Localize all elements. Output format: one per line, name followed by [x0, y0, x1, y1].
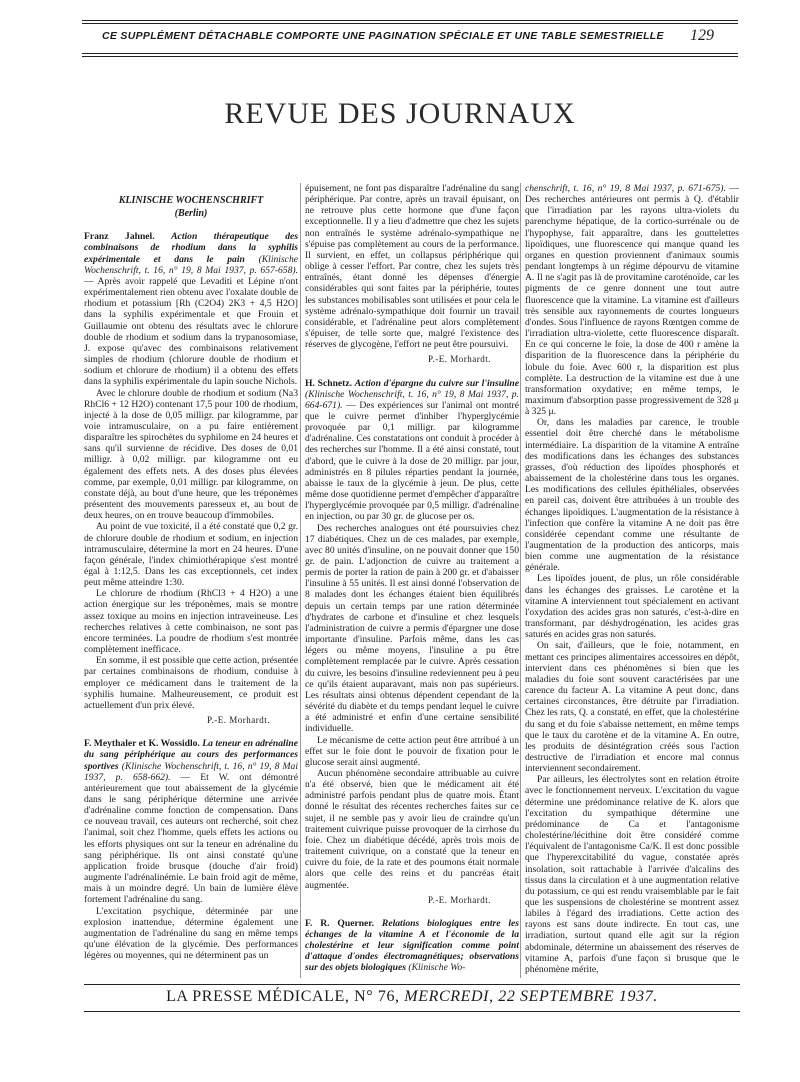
article-paragraph: — Après avoir rappelé que Levaditi et Lépine n'ont expérimentalement rien obtenu avec l'oxalate double de rhodium et potassium [Rh (C2O4) 2K3 + 4,5 H2O] dans la syphilis expérimentale et que Frouin et Guillaumie ont obtenu des résultats avec le chlorure double de rhodium et sodium dans la trypanosomiase, J. expose qu'avec des combinaisons relativement simples de rhodium (chlorure double de rhodium et sodium et chlorure de rhodium) il a obtenu des effets dans la syphilis expérimentale du lapin souche Nichols. [84, 275, 298, 388]
column-3 [525, 183, 739, 980]
article-citation: (Klinische Wochenschrift, t. 16, n° 19, 8 Mai 1937, p. 664-671). [305, 388, 519, 411]
footer-journal: LA PRESSE MÉDICALE, [166, 988, 350, 1005]
page-title: REVUE DES JOURNAUX [224, 97, 576, 130]
article-paragraph: — Des recherches antérieures ont permis à Q. d'établir que l'irradiation par les rayons ultra-violets du parenchyme hépatique, de la cortico-surrénale ou de l'hypophyse, fait apparaître, dans les gouttelettes lipoïdiques, une fluorescence qui manque quand les organes en question proviennent d'animaux soumis pendant longtemps à un régime dépourvu de vitamine A. Il ne s'agit pas là de provitamine caroténoïde, car les pigments de ce genre donnent une tout autre fluorescence que la vitamine. La vitamine est d'ailleurs très sensible aux rayonnements de courtes longueurs d'ondes. Sous l'influence de rayons Rœntgen comme de l'irradiation ultra-violette, cette fluorescence disparaît. En ce qui concerne le foie, la dose de 400 r amène la disparition de la fluorescence dans la périphérie du lobule du foie. Avec 600 r, la disparition est plus complète. La destruction de la vitamine est due à une transformation oxydative; en même temps, le maximum d'absorption passe progressivement de 328 μ à 325 μ. [525, 183, 739, 418]
article-author: F. R. Querner. [305, 917, 375, 929]
article-author: F. Meythaler et K. Wossidlo. [84, 738, 200, 750]
column-divider [520, 183, 521, 978]
article-querner-cont [525, 183, 739, 417]
page-number: 129 [690, 27, 714, 44]
footer-date: MERCREDI, 22 SEPTEMBRE 1937. [404, 988, 658, 1005]
article-paragraph: Au point de vue toxicité, il a été constaté que 0,2 gr. de chlorure double de rhodium et sodium, en injection intramusculaire, détermine la mort en 24 heures. D'une façon générale, l'index chimiothérapique s'est montré égal à 1:12,5. Dans les cas exceptionnels, cet index peut même atteindre 1:30. [84, 521, 298, 589]
article-title: La teneur en adrénaline du sang périphérique au cours des performances sportives [84, 738, 298, 772]
article-signature: P.-E. Morhardt. [428, 894, 491, 905]
article-meythaler-intro [84, 738, 298, 905]
article-author: Franz Jahnel. [84, 231, 155, 243]
article-schnetz-intro [305, 378, 519, 523]
section-title: KLINISCHE WOCHENSCHRIFT [118, 195, 264, 206]
article-paragraph: Le chlorure de rhodium (RhCl3 + 4 H2O) a une action énergique sur les tréponèmes, mais se montre assez toxique au moins en injection intraveineuse. Les recherches relatives à cette combinaison, ne sont pas encore terminées. La poudre de rhodium s'est montrée complètement inefficace. [84, 588, 298, 656]
article-title: Action thérapeutique des combinaisons de rhodium dans la syphilis expérimentale et dans le pain [84, 231, 298, 265]
article-signature: P.-E. Morhardt. [207, 715, 270, 726]
article-paragraph: On sait, d'ailleurs, que le foie, notamment, en mettant ces principes alimentaires accessoires en dépôt, intervient dans ces phénomènes si bien que les maladies du foie sont souvent caractérisées par une carence du facteur A. La vitamine A peut donc, dans certaines circonstances, être détruite par l'irradiation. Chez les rats, Q. a constaté, en effet, que la cholestérine du sang et du foie s'abaisse nettement, en même temps que le taux du carotène et de la vitamine A. En outre, les produits de désintégration créés sous l'action destructive de l'irradiation et encore mal connus interviennent secondairement. [525, 640, 739, 775]
footer [84, 988, 740, 1006]
article-paragraph: Des recherches analogues ont été poursuivies chez 17 diabétiques. Chez un de ces malades, par exemple, avec 80 unités d'insuline, on ne pouvait donner que 150 gr. de pain. L'adjonction de cuivre au traitement a permis de porter la ration de pain à 200 gr. et d'abaisser l'insuline à 55 unités. Il est ainsi donné l'observation de 8 malades dont les échanges étaient bien équilibrés depuis un certain temps par une ration déterminée d'hydrates de carbone et d'insuline et chez lesquels l'administration de cuivre a permis d'épargner une dose importante d'insuline. Parfois même, dans les cas légers ou même moyens, l'insuline a pu être complètement remplacée par le cuivre. Après cessation du cuivre, les besoins d'insuline redeviennent peu à peu ce qu'ils étaient auparavant, mais non pas supérieurs. Les résultats ainsi obtenus dépendent cependant de la sévérité du diabète et du temps pendant lequel le cuivre a été administré et enfin d'une certaine sensibilité individuelle. [305, 522, 519, 735]
article-paragraph: Par ailleurs, les électrolytes sont en relation étroite avec le fonctionnement nerveux. L'excitation du vague détermine une prédominance relative de K. alors que l'excitation du sympathique détermine une prédominance de Ca et l'antagonisme cholestérine/lécithine doit être considéré comme l'équivalent de l'antagonisme Ca/K. Il est donc possible que l'hyperexcitabilité du vague, constatée après insolation, soit rattachable à l'arrivée d'alcalins des tissus dans la circulation et à une augmentation relative du potassium, ce qui est rendu vraisemblable par le fait que les suspensions de cholestérine se montrent assez labiles à l'égard des irradiations. Cette action des rayons est sans doute indirecte. En tout cas, une irradiation, surtout quand elle agit sur la région abdominale, détermine un abaissement des réserves de vitamine A, parfois d'une façon si brusque que le phénomène mérite, [525, 774, 739, 975]
article-paragraph: En somme, il est possible que cette action, présentée par certaines combinaisons de rhodium, conduise à employer ce médicament dans le traitement de la syphilis humaine. Malheureusement, ce produit est actuellement d'un prix élevé. [84, 655, 298, 711]
article-paragraph: Les lipoïdes jouent, de plus, un rôle considérable dans les échanges des graisses. Le carotène et la vitamine A interviennent tout spécialement en activant l'oxydation des acides gras non saturés, c'est-à-dire en transformant, par déshydrogénation, les acides gras saturés en acides gras non saturés. [525, 573, 739, 641]
column-1 [84, 195, 298, 980]
header-rule [82, 56, 738, 57]
article-title: Action d'épargne du cuivre sur l'insuline [354, 377, 519, 389]
article-citation: (Klinische Wochenschrift, t. 16, n° 19, 8 Mai 1937, p. 657-658). [84, 253, 298, 276]
article-citation: (Klinische Wochenschrift, t. 16, n° 19, 8 Mai 1937, p. 658-662). [84, 760, 298, 783]
article-paragraph: — Et W. ont démontré antérieurement que tout abaissement de la glycémie dans le sang périphérique détermine une arrivée d'adrénaline comme fonction de compensation. Dans ce nouveau travail, ces auteurs ont recherché, soit chez l'animal, soit chez l'homme, quels effets les actions ou les efforts physiques ont sur la teneur en adrénaline du sang périphérique. Ils ont ainsi constaté qu'une application froide brusque (douche d'air froid) augmente l'adrénalinémie. Le bain froid agit de même, mais à un moindre degré. Un bain de lumière élève fortement l'adrénaline du sang. [84, 771, 298, 906]
header-rule [82, 53, 738, 54]
column-divider [300, 183, 301, 978]
article-author: H. Schnetz. [305, 377, 353, 389]
footer-rule [84, 984, 740, 985]
article-querner-intro [305, 918, 519, 974]
article-paragraph: épuisement, ne font pas disparaître l'adrénaline du sang périphérique. Par contre, après un travail épuisant, on ne retrouve plus cette hormone que d'une façon exceptionnelle. Il y a lieu d'admettre que chez les sujets non entraînés le système adrénalo-sympathique ne s'épuise pas complètement au cours de la performance. Il survient, en effet, un collapsus périphérique qui oblige à cesser l'effort. Par contre, chez les sujets très entraînés, étant donné les dépenses d'énergie considérables qui sont faites par la périphérie, toutes les substances mobilisables sont utilisées et pour cela le système adrénalo-sympathique doit fournir un travail considérable, et l'adrénaline peut alors complètement s'épuiser, de telle sorte que, malgré l'existence des réserves de glycogène, l'effort ne peut être poursuivi. [305, 183, 519, 351]
article-paragraph: Avec le chlorure double de rhodium et sodium (Na3 RhCl6 + 12 H2O) contenant 17,5 pour 100 de rhodium, injecté à la dose de 0,05 milligr. par kilogramme, par voie intramusculaire, on a pu faire entièrement disparaître les spirochètes du syphilome en 24 heures et sans qu'il survienne de récidive. Des doses de 0,01 milligr. à 0,02 milligr. par kilogramme ont eu également des effets nets. A des doses plus élevées comme, par exemple, 0,01 milligr. par kilogramme, on constate déjà, au bout d'une heure, que les tréponèmes présentent des mouvements paresseux et, au bout de deux heures, on en trouve beaucoup d'immobiles. [84, 387, 298, 522]
article-paragraph: Le mécanisme de cette action peut être attribué à un effet sur le foie dont le pouvoir de fixation pour le glucose serait ainsi augmenté. [305, 734, 519, 768]
footer-issue: N° 76, [354, 988, 400, 1005]
article-citation: (Klinische Wo- [408, 962, 466, 974]
supplement-notice: CE SUPPLÉMENT DÉTACHABLE COMPORTE UNE PAGINATION SPÉCIALE ET UNE TABLE SEMESTRIELLE [102, 30, 664, 42]
article-citation: chenschrift, t. 16, n° 19, 8 Mai 1937, p. 671-675). [525, 183, 726, 194]
article-jahnel-intro [84, 231, 298, 387]
article-signature: P.-E. Morhardt. [428, 354, 491, 365]
header-rule [82, 23, 738, 24]
header-rule [82, 20, 738, 21]
article-paragraph: Or, dans les maladies par carence, le trouble essentiel doit être cherché dans le métabolisme intermédiaire. La disparition de la vitamine A entraîne des modifications dans les échanges des substances grasses, d'où réduction des lipoïdes phosphorés et abaissement de la cholestérine dans tous les organes. Les modifications des cellules épithéliales, observées en pareil cas, doivent être attribuées à un trouble des échanges lipoïdiques. L'augmentation de la résistance à l'infection que confère la vitamine A ne doit pas être considérée cependant comme une résultante de l'augmentation de la production des anticorps, mais bien comme une augmentation de la résistance générale. [525, 417, 739, 574]
article-paragraph: — Des expériences sur l'animal ont montré que le cuivre permet d'inhiber l'hyperglycémie provoquée par 0,1 milligr. par kilogramme d'adrénaline. Ces constatations ont conduit à procéder à des recherches sur l'homme. Il a été ainsi constaté, tout d'abord, que le cuivre à la dose de 20 milligr. par jour, administrés en 8 pilules réparties pendant la journée, abaisse le taux de la glycémie à jeun. De plus, cette même dose quotidienne permet d'empêcher d'apparaître l'hyperglycémie provoquée par 0,5 milligr. d'adrénaline en injection, ou par 30 gr. de glucose per os. [305, 399, 519, 523]
footer-rule [84, 1011, 740, 1012]
article-paragraph: L'excitation psychique, déterminée par une explosion inattendue, détermine également une augmentation de l'adrénaline du sang en même temps qu'une élévation de la glycémie. Des performances légères ou moyennes, qui ne déterminent pas un [84, 905, 298, 962]
article-title: Relations biologiques entre les échanges de la vitamine A et l'économie de la cholestérine et leur signification comme point d'attaque d'ondes électromagnétiques; observations sur des objets biologiques [305, 917, 519, 974]
article-paragraph: Aucun phénomène secondaire attribuable au cuivre n'a été observé, bien que le médicament ait été administré parfois pendant plus de quatre mois. Étant donné le résultat des récentes recherches faites sur ce sujet, il ne semble pas y avoir lieu de craindre qu'un traitement cuivrique puisse provoquer de la cirrhose du foie. Chez un diabétique décédé, après trois mois de traitement cuivrique, on a constaté que la teneur en cuivre du foie, de la rate et des poumons était normale alors que celle des reins et du pancréas était augmentée. [305, 767, 519, 891]
column-2 [305, 183, 519, 980]
section-place: (Berlin) [174, 208, 208, 220]
